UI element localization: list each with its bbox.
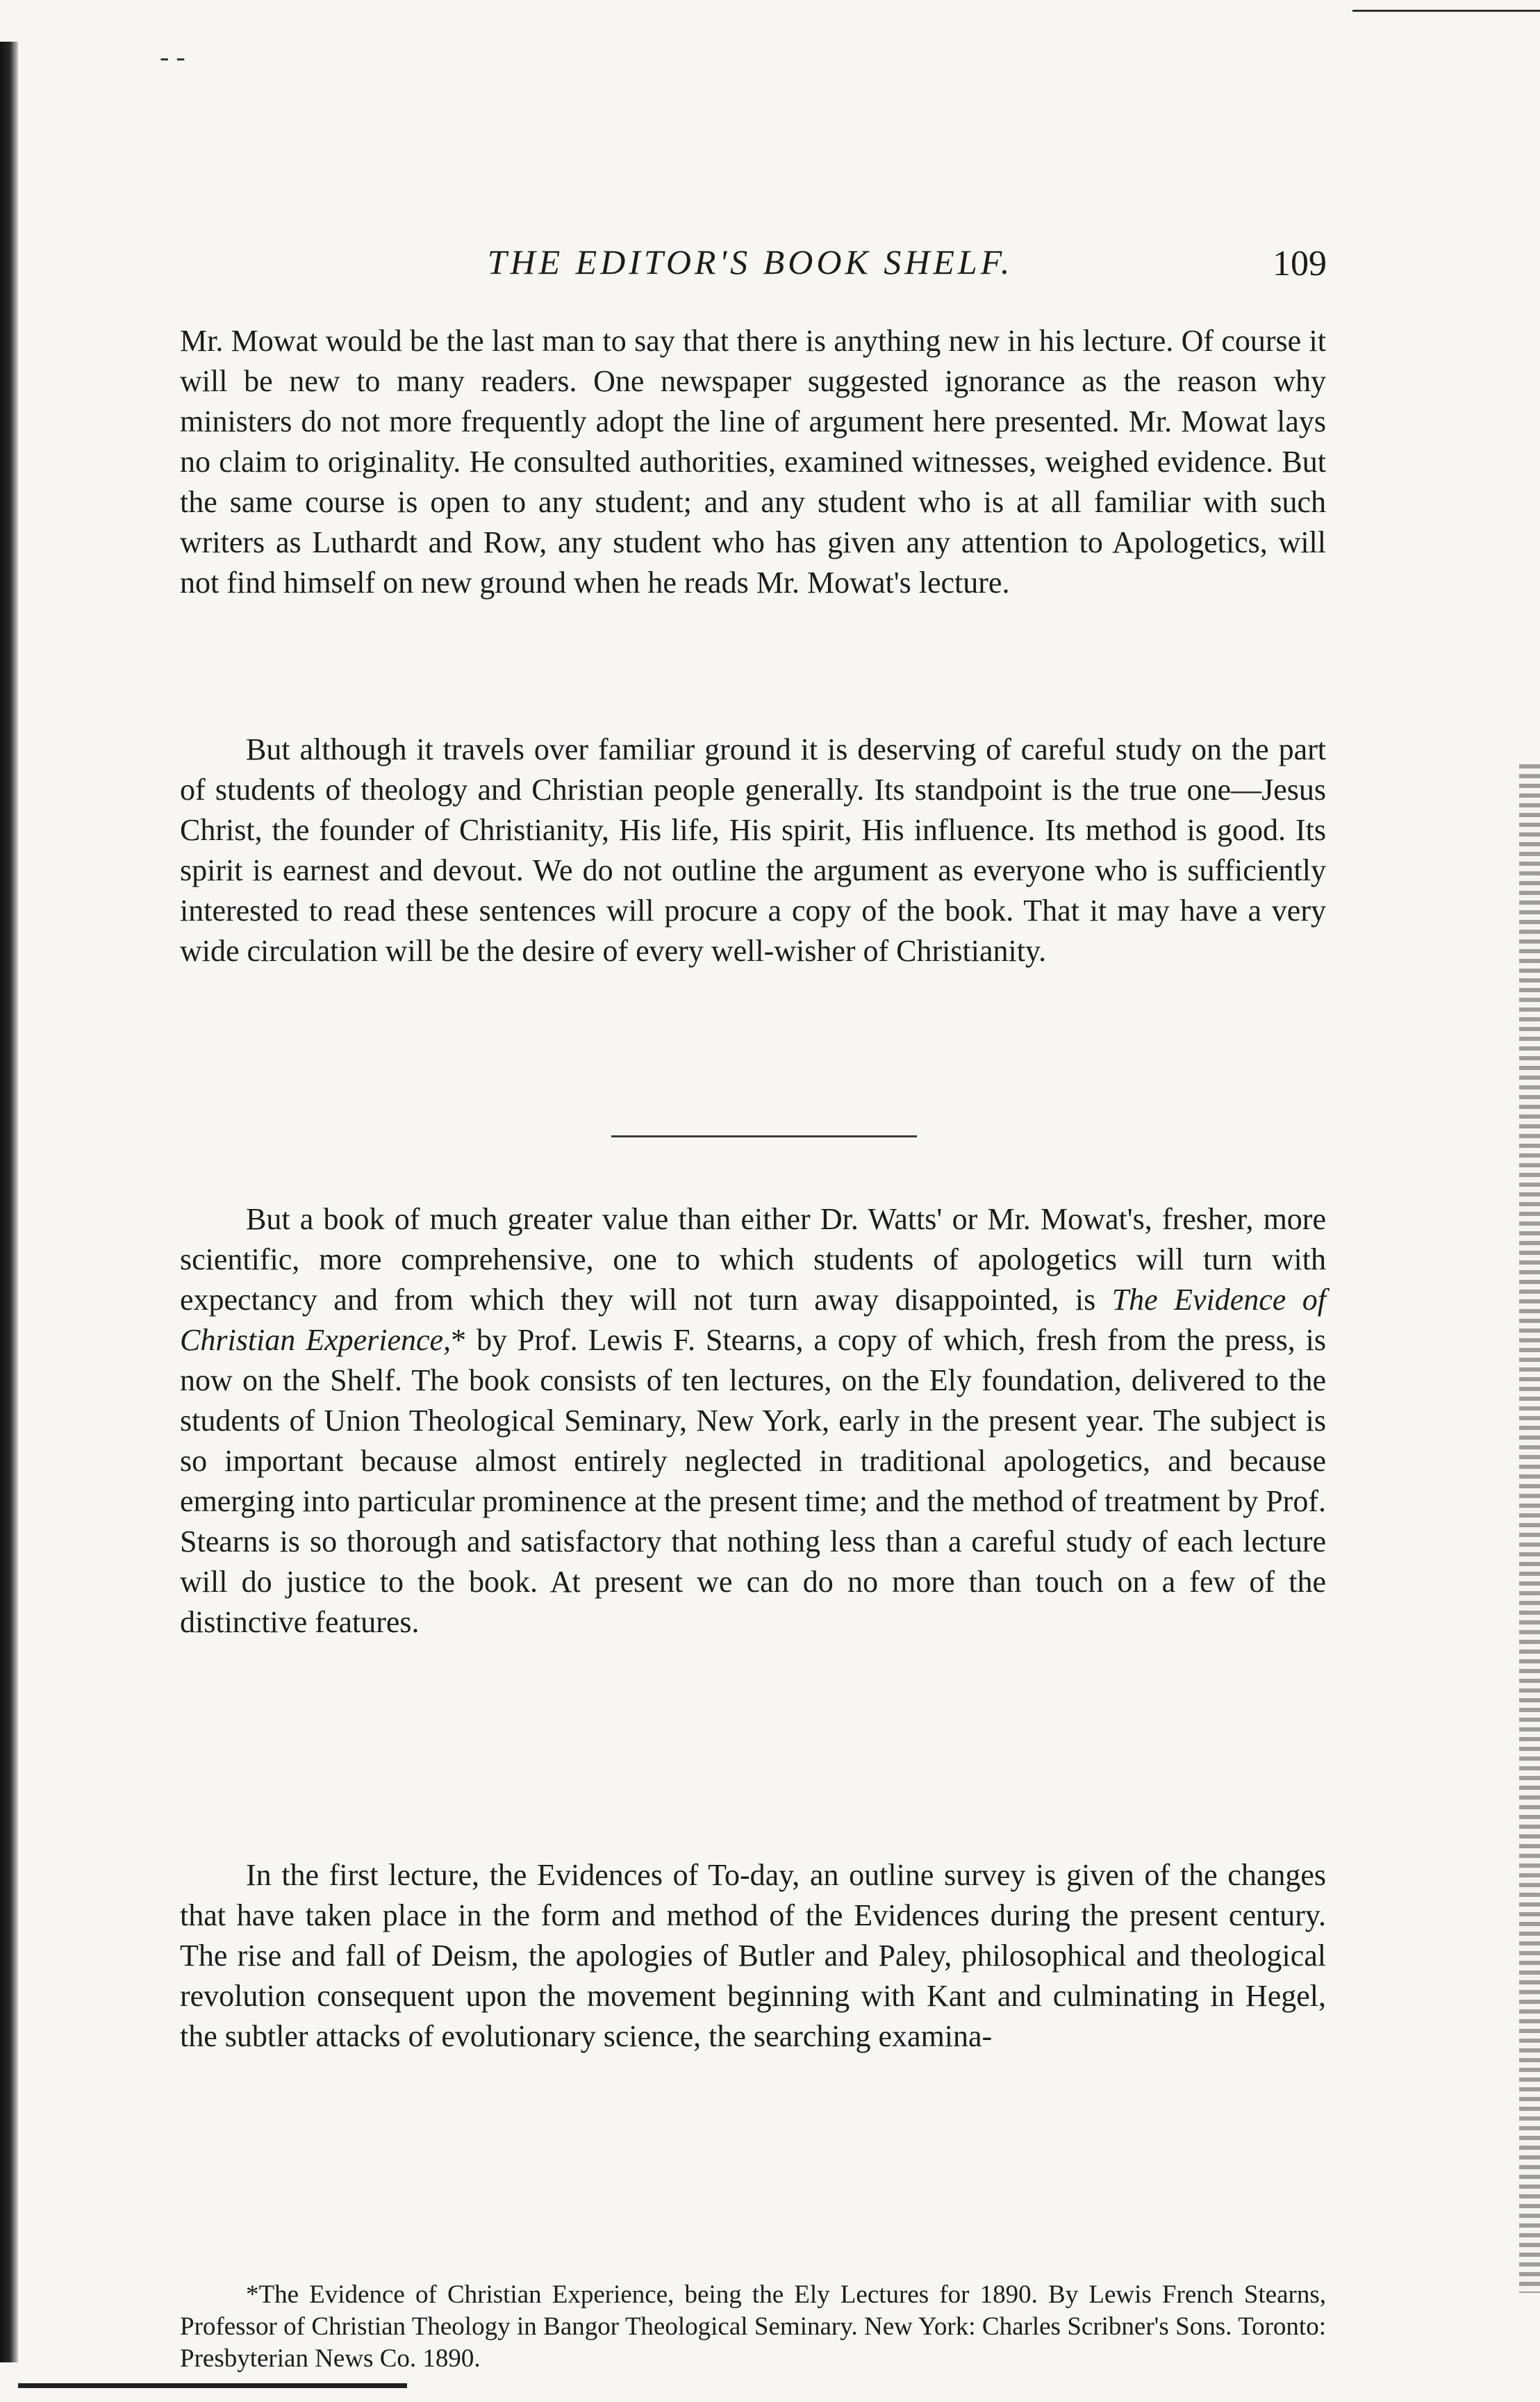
paragraph-2 <box>180 730 1326 971</box>
bottom-rule <box>18 2383 407 2388</box>
paragraph-text: Mr. Mowat would be the last man to say that there is anything new in his lecture. Of course it will be new to many readers. One newspaper suggested ignorance as the reason why ministers do not more frequently adopt the line of argument here presented. Mr. Mowat lays no claim to originality. He consulted authorities, examined witnesses, weighed evidence. But the same course is open to any student; and any student who is at all familiar with such writers as Luthardt and Row, any student who has given any attention to Apologetics, will not find himself on new ground when he reads Mr. Mowat's lecture. <box>180 324 1326 600</box>
running-head: THE EDITOR'S BOOK SHELF. <box>487 242 1013 281</box>
text-after-title: * by Prof. Lewis F. Stearns, a copy of which, fresh from the press, is now on the Shelf. The book consists of ten lectures, on the Ely foundation, delivered to the students of Union Theological Seminary, New York, early in the present year. The subject is so important because almost entirely neglected in traditional apologetics, and because emerging into particular prominence at the present time; and the method of treatment by Prof. Stearns is so thorough and satisfactory that nothing less than a careful study of each lecture will do justice to the book. At present we can do no more than touch on a few of the distinctive features. <box>180 1323 1326 1639</box>
footnote-text: *The Evidence of Christian Experience, being the Ely Lectures for 1890. By Lewis French Stearns, Professor of Christian Theology in Bangor Theological Seminary. New York: Charles Scribner's Sons. Toronto: Presbyterian News Co. 1890. <box>180 2280 1326 2373</box>
paragraph-text: In the first lecture, the Evidences of To-day, an outline survey is given of the changes that have taken place in the form and method of the Evidences during the present century. The rise and fall of Deism, the apologies of Butler and Paley, philosophical and theological revolution consequent upon the movement beginning with Kant and culminating in Hegel, the subtler attacks of evolutionary science, the searching examina- <box>180 1858 1326 2053</box>
page-number: 109 <box>1273 244 1327 283</box>
paragraph-3 <box>180 1199 1326 1643</box>
paragraph-1 <box>180 321 1326 603</box>
text-before-title: But a book of much greater value than either Dr. Watts' or Mr. Mowat's, fresher, more scientific, more comprehensive, one to which students of apologetics will turn with expectancy and from which they will not turn away disappointed, is <box>180 1202 1326 1317</box>
page-header <box>174 242 1327 297</box>
paragraph-text: But although it travels over familiar ground it is deserving of careful study on the part of students of theology and Christian people generally. Its standpoint is the true one—Jesus Christ, the founder of Christianity, His life, His spirit, His influence. Its method is good. Its spirit is earnest and devout. We do not outline the argument as everyone who is sufficiently interested to read these sentences will procure a copy of the book. That it may have a very wide circulation will be the desire of every well-wisher of Christianity. <box>180 732 1326 968</box>
binding-edge-shadow <box>0 42 18 2362</box>
book-title: The Evidence of Christian Experience, <box>180 1283 1326 1357</box>
footnote <box>180 2279 1326 2375</box>
page-edge-shadow <box>1519 764 1540 2293</box>
top-rule <box>1352 10 1540 12</box>
paragraph-4 <box>180 1855 1326 2057</box>
scan-mark: - - <box>160 41 185 72</box>
paragraph-text <box>180 1199 1326 1643</box>
section-separator <box>611 1135 917 1137</box>
